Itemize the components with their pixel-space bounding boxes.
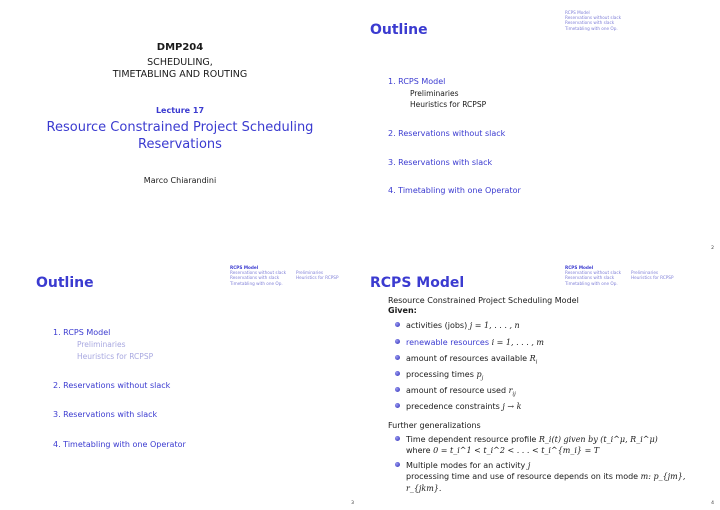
nav-section-4[interactable]: Timetabling with one Op. <box>565 25 618 31</box>
nav-sub-preliminaries[interactable]: Preliminaries <box>631 270 659 276</box>
bullet-dot-icon <box>395 355 400 360</box>
bullet-time-dependent: Time dependent resource profile R_i(t) given by (t_i^μ, R_i^μ) <box>395 435 658 444</box>
toc-item-3[interactable]: 3. Reservations with slack <box>388 158 493 167</box>
outline-slide-highlight <box>0 255 360 510</box>
bullet-dot-icon <box>395 371 400 376</box>
multiple-modes-line3: r_{jkm}. <box>406 484 442 493</box>
toc-item-2[interactable]: 2. Reservations without slack <box>388 129 506 138</box>
page-number: 3 <box>351 501 354 506</box>
nav-section-1[interactable]: RCPS Model <box>230 265 259 270</box>
bullet-processing-times: processing times $p_j$ <box>395 370 483 382</box>
block-title: Resource Constrained Project Scheduling Model <box>388 296 579 305</box>
nav-section-4[interactable]: Timetabling with one Op. <box>230 280 283 286</box>
page-number: 4 <box>711 501 714 506</box>
nav-section-2[interactable]: Reservations without slack <box>230 270 287 276</box>
title-slide <box>0 0 360 255</box>
nav-section-2[interactable]: Reservations without slack <box>565 270 622 276</box>
nav-sub-heuristics[interactable]: Heuristics for RCPSP <box>296 275 339 281</box>
nav-header <box>565 10 621 31</box>
nav-section-1[interactable]: RCPS Model <box>565 265 594 270</box>
frame-title: RCPS Model <box>370 275 465 291</box>
lecture-number: Lecture 17 <box>155 106 205 115</box>
nav-header <box>230 265 339 286</box>
nav-section-3[interactable]: Reservations with slack <box>565 20 615 26</box>
nav-section-3[interactable]: Reservations with slack <box>230 275 280 281</box>
course-code: DMP204 <box>156 42 204 53</box>
frame-title: Outline <box>370 22 428 38</box>
bullet-activities: activities (jobs) j = 1, . . . , n <box>395 321 520 330</box>
toc-item-4[interactable]: 4. Timetabling with one Operator <box>53 440 186 449</box>
lecture-title-1: Resource Constrained Project Scheduling <box>46 120 314 135</box>
rcps-model-slide <box>360 255 720 510</box>
frame-title: Outline <box>36 275 94 291</box>
bullet-dot-icon <box>395 339 400 344</box>
further-label: Further generalizations <box>388 421 481 430</box>
nav-section-2[interactable]: Reservations without slack <box>565 15 622 21</box>
bullet-amount-available: amount of resources available $R_i$ <box>395 354 537 366</box>
bullet-dot-icon <box>395 403 400 408</box>
course-subtitle-1: SCHEDULING, <box>147 57 213 68</box>
toc-item-1[interactable]: 1. RCPS Model <box>388 77 446 86</box>
nav-section-1[interactable]: RCPS Model <box>565 10 590 15</box>
page-number: 2 <box>711 246 714 251</box>
toc-sub-preliminaries[interactable]: Preliminaries <box>410 89 459 98</box>
time-dependent-line2: where 0 = t_i^1 < t_i^2 < . . . < t_i^{m_i} = T <box>406 446 600 455</box>
course-subtitle-2: TIMETABLING AND ROUTING <box>112 69 248 80</box>
toc-item-4[interactable]: 4. Timetabling with one Operator <box>388 186 521 195</box>
nav-header <box>565 265 674 286</box>
toc-item-1[interactable]: 1. RCPS Model <box>53 328 111 337</box>
bullet-dot-icon <box>395 322 400 327</box>
lecture-title-2: Reservations <box>138 137 222 152</box>
multiple-modes-line2: processing time and use of resource depends on its mode m: p_{jm}, <box>406 472 686 481</box>
outline-slide <box>360 0 720 255</box>
nav-section-3[interactable]: Reservations with slack <box>565 275 615 281</box>
nav-section-4[interactable]: Timetabling with one Op. <box>565 280 618 286</box>
bullet-resource-used: amount of resource used $r_{ij}$ <box>395 386 516 398</box>
bullet-multiple-modes: Multiple modes for an activity j <box>395 461 530 470</box>
toc-item-2[interactable]: 2. Reservations without slack <box>53 381 171 390</box>
bullet-precedence: precedence constraints j → k <box>395 402 522 411</box>
given-label: Given: <box>388 306 417 315</box>
bullet-resources: renewable resources i = 1, . . . , m <box>395 338 544 347</box>
nav-sub-preliminaries[interactable]: Preliminaries <box>296 270 324 276</box>
bullet-dot-icon <box>395 387 400 392</box>
bullet-dot-icon <box>395 436 400 441</box>
author: Marco Chiarandini <box>143 176 217 185</box>
nav-sub-heuristics[interactable]: Heuristics for RCPSP <box>631 275 674 281</box>
toc-sub-preliminaries[interactable]: Preliminaries <box>77 340 126 349</box>
toc-sub-heuristics[interactable]: Heuristics for RCPSP <box>410 100 487 109</box>
toc-sub-heuristics[interactable]: Heuristics for RCPSP <box>77 352 154 361</box>
bullet-dot-icon <box>395 462 400 467</box>
toc-item-3[interactable]: 3. Reservations with slack <box>53 410 158 419</box>
